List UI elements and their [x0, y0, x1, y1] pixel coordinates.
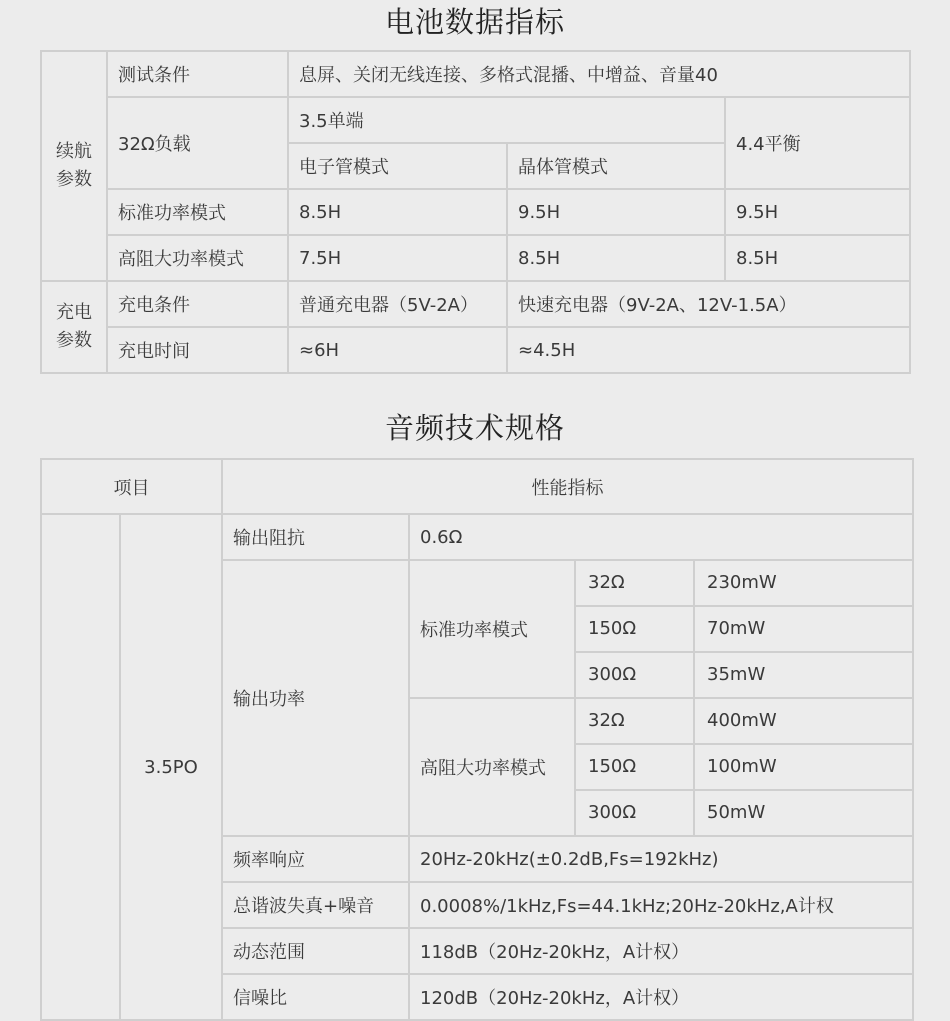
balanced-header: 4.4平衡	[725, 97, 910, 189]
test-condition-label: 测试条件	[107, 51, 288, 97]
high-power-label: 高阻大功率模式	[107, 235, 288, 281]
battery-section-title: 电池数据指标	[384, 5, 565, 39]
output-impedance-label: 输出阻抗	[222, 514, 409, 560]
single-ended-header: 3.5单端	[288, 97, 725, 143]
standard-power-150: 70mW	[694, 606, 913, 652]
output-impedance-value: 0.6Ω	[409, 514, 913, 560]
port-group-blank	[41, 514, 120, 1020]
audio-section-title: 音频技术规格	[384, 411, 565, 445]
header-item: 项目	[41, 459, 222, 514]
dynamic-range-label: 动态范围	[222, 928, 409, 974]
snr-value: 120dB（20Hz-20kHz，A计权）	[409, 974, 913, 1020]
port-label: 3.5PO	[120, 514, 222, 1020]
charge-time-label: 充电时间	[107, 327, 288, 373]
high-power-transistor: 8.5H	[507, 235, 725, 281]
group-endurance-label: 续航 参数	[41, 51, 107, 281]
standard-power-label: 标准功率模式	[107, 189, 288, 235]
standard-power-balanced: 9.5H	[725, 189, 910, 235]
standard-mode-label: 标准功率模式	[409, 560, 575, 698]
charge-normal: 普通充电器（5V-2A）	[288, 281, 507, 327]
charge-time-normal: ≈6H	[288, 327, 507, 373]
standard-load-300: 300Ω	[575, 652, 694, 698]
freq-response-label: 频率响应	[222, 836, 409, 882]
test-condition-value: 息屏、关闭无线连接、多格式混播、中增益、音量40	[288, 51, 910, 97]
freq-response-value: 20Hz-20kHz(±0.2dB,Fs=192kHz)	[409, 836, 913, 882]
group-charge-label: 充电 参数	[41, 281, 107, 373]
output-power-label: 输出功率	[222, 560, 409, 836]
high-power-150: 100mW	[694, 744, 913, 790]
charge-fast: 快速充电器（9V-2A、12V-1.5A）	[507, 281, 910, 327]
tube-mode-header: 电子管模式	[288, 143, 507, 189]
snr-label: 信噪比	[222, 974, 409, 1020]
high-power-balanced: 8.5H	[725, 235, 910, 281]
high-load-300: 300Ω	[575, 790, 694, 836]
high-power-300: 50mW	[694, 790, 913, 836]
high-load-32: 32Ω	[575, 698, 694, 744]
transistor-mode-header: 晶体管模式	[507, 143, 725, 189]
standard-power-transistor: 9.5H	[507, 189, 725, 235]
load-label: 32Ω负载	[107, 97, 288, 189]
standard-load-32: 32Ω	[575, 560, 694, 606]
standard-power-300: 35mW	[694, 652, 913, 698]
charge-condition-label: 充电条件	[107, 281, 288, 327]
standard-power-tube: 8.5H	[288, 189, 507, 235]
charge-time-fast: ≈4.5H	[507, 327, 910, 373]
standard-load-150: 150Ω	[575, 606, 694, 652]
thd-value: 0.0008%/1kHz,Fs=44.1kHz;20Hz-20kHz,A计权	[409, 882, 913, 928]
high-power-tube: 7.5H	[288, 235, 507, 281]
high-power-32: 400mW	[694, 698, 913, 744]
battery-table	[40, 50, 911, 374]
standard-power-32: 230mW	[694, 560, 913, 606]
high-mode-label: 高阻大功率模式	[409, 698, 575, 836]
thd-label: 总谐波失真+噪音	[222, 882, 409, 928]
high-load-150: 150Ω	[575, 744, 694, 790]
audio-spec-table	[40, 458, 914, 1021]
header-performance: 性能指标	[222, 459, 913, 514]
dynamic-range-value: 118dB（20Hz-20kHz，A计权）	[409, 928, 913, 974]
